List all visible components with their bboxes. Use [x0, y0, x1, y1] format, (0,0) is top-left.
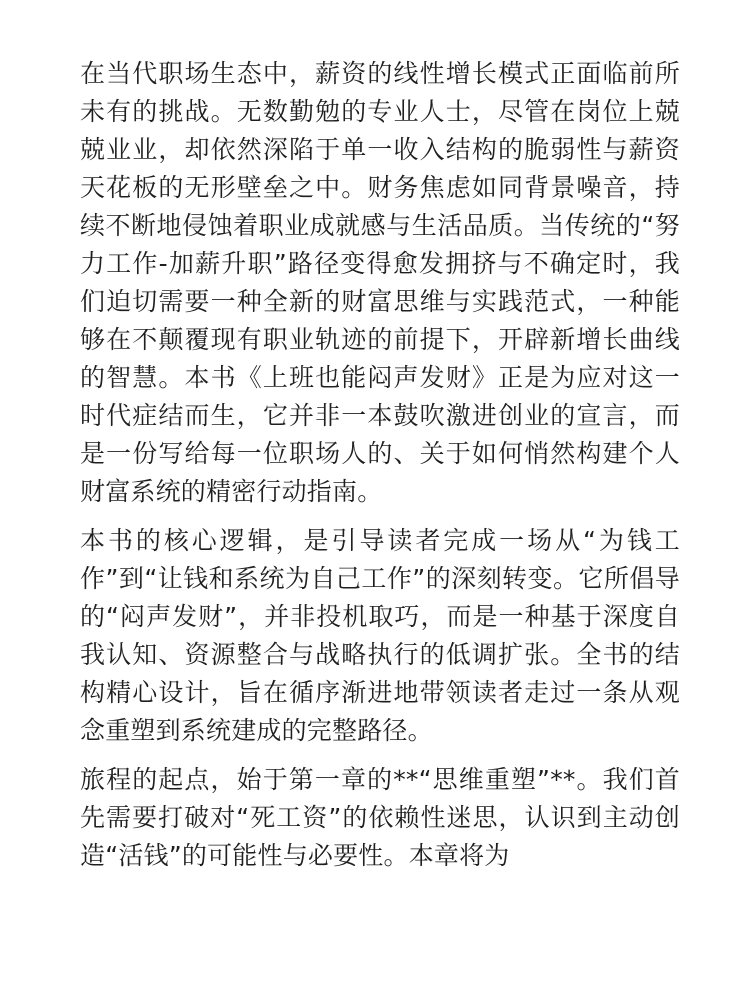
paragraph-2: 本书的核心逻辑，是引导读者完成一场从“为钱工作”到“让钱和系统为自己工作”的深刻转变。它所倡导的“闷声发财”，并非投机取巧，而是一种基于深度自我认知、资源整合与战略执行的低调扩张。全书的结构精心设计，旨在循序渐进地带领读者走过一条从观念重塑到系统建成的完整路径。 — [80, 526, 680, 745]
document-body — [80, 55, 680, 886]
paragraph-3: 旅程的起点，始于第一章的**“思维重塑”**。我们首先需要打破对“死工资”的依赖性迷思，认识到主动创造“活钱”的可能性与必要性。本章将为 — [80, 765, 680, 870]
paragraph-1: 在当代职场生态中，薪资的线性增长模式正面临前所未有的挑战。无数勤勉的专业人士，尽管在岗位上兢兢业业，却依然深陷于单一收入结构的脆弱性与薪资天花板的无形壁垒之中。财务焦虑如同背景噪音，持续不断地侵蚀着职业成就感与生活品质。当传统的“努力工作-加薪升职”路径变得愈发拥挤与不确定时，我们迫切需要一种全新的财富思维与实践范式，一种能够在不颠覆现有职业轨迹的前提下，开辟新增长曲线的智慧。本书《上班也能闷声发财》正是为应对这一时代症结而生，它并非一本鼓吹激进创业的宣言，而是一份写给每一位职场人的、关于如何悄然构建个人财富系统的精密行动指南。 — [80, 59, 680, 506]
